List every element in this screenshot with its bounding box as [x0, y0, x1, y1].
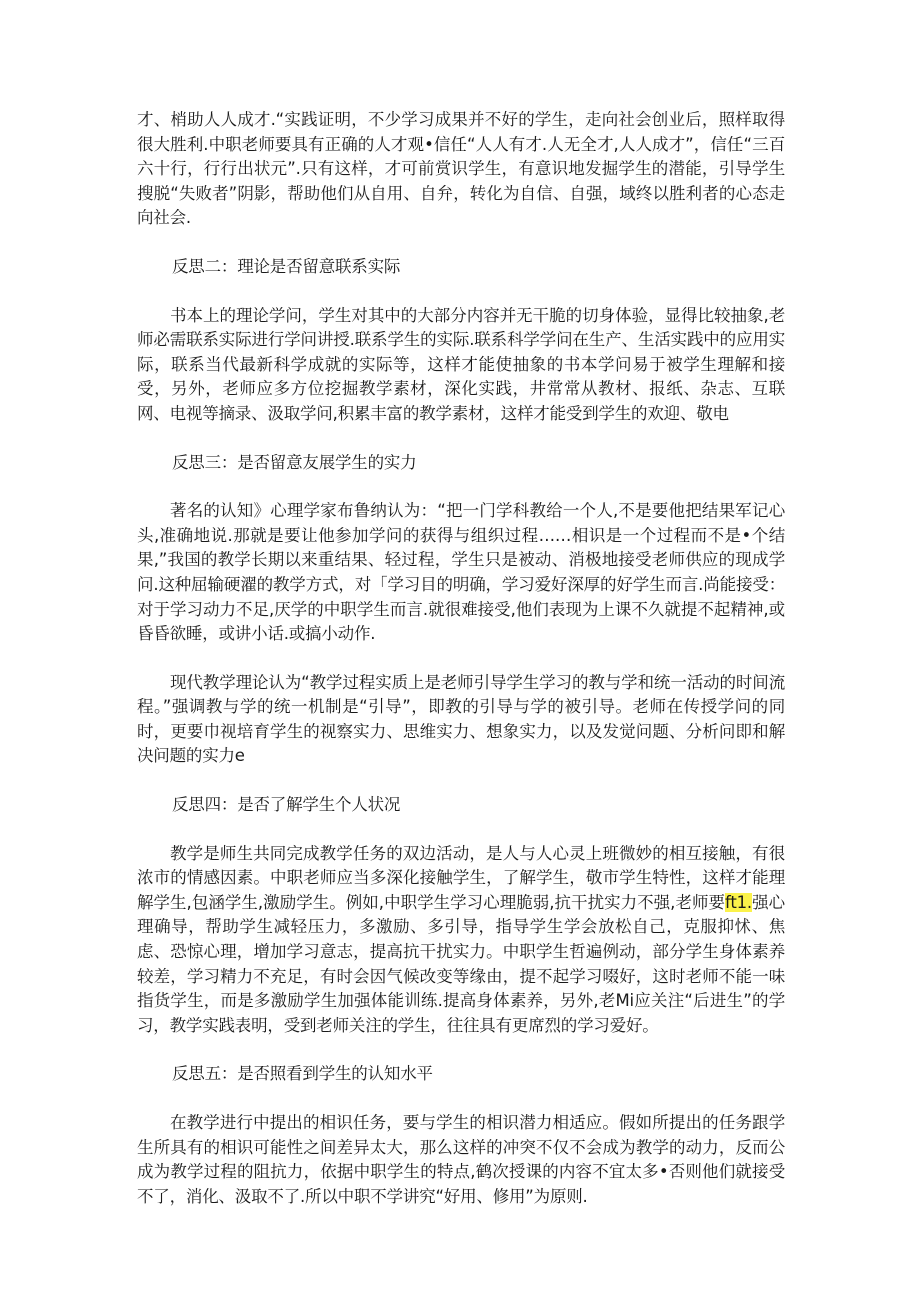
paragraph-bruner: 著名的认知》心理学家布鲁纳认为：“把一门学科教给一个人,不是要他把结果军记心头,准确地说.那就是要让他参加学问的获得与组织过程……相识是一个过程而不是•个结果,”我国的教学长期以来重结果、轻过程，学生只是被动、消极地接受老师供应的现成学问.这种屈输硬濯的教学方式，对「学习目的明确，学习爱好深厚的好学生而言.尚能接受：对于学习动力不足,厌学的中职学生而言.就很难接受,他们表现为上课不久就提不起精神,或昏昏欲睡，或讲小话.或搞小动作.: [137, 501, 785, 644]
paragraph-cognitive-level: 在教学进行中提出的相识任务，要与学生的相识潜力相适应。假如所提出的任务跟学生所具有的相识可能性之间差异太大，那么这样的冲突不仅不会成为教学的动力，反而公成为教学过程的阻抗力，依据中职学生的特点,鹤次授课的内容不宜太多•否则他们就接受不了，消化、汲取不了.所以中职不学讲究“好用、修用”为原则.: [137, 1113, 785, 1206]
paragraph-text-before: 教学是师生共同完成教学任务的双边活动，是人与人心灵上班微妙的相互接触，有很浓市的情感因素。中职老师应当多深化接触学生，了解学生，敬市学生特性，这样才能理解学生,包涵学生,激励学生。例如,中职学生学习心理脆弱,抗干扰实力不强,老师要: [137, 843, 785, 912]
spacer: [137, 647, 785, 671]
highlighted-text: ft1.: [725, 892, 752, 912]
section-heading-5: 反思五：是否照看到学生的认知水平: [172, 1064, 433, 1084]
spacer: [137, 231, 785, 255]
spacer: [137, 1087, 785, 1111]
spacer: [137, 475, 785, 499]
paragraph-modern-theory: 现代教学理论认为“教学过程实质上是老师引导学生学习的教与学和统一活动的时间流程。”强调教与学的统一机制是“引导”，即教的引导与学的被引导。老师在传授学问的同时，更要巾视培育学生的视察实力、思维实力、想象实力，以及发觉问题、分析问即和解决问题的实力e: [137, 672, 785, 766]
section-heading-4: 反思四：是否了解学生个人状况: [172, 795, 401, 815]
spacer: [137, 1038, 785, 1062]
paragraph-intro: 才、梢助人人成才.“实践证明，不少学习成果并不好的学生，走向社会创业后，照样取得很大胜利.中职老师要具有正确的人才观•信任“人人有才.人无全才,人人成才”，信任“三百六十行，行行出状元”.只有这样，才可前赏识学生，有意识地发掘学生的潜能，引导学生搜脱“失败者”阴影，帮助他们从自用、自弁，转化为自信、自强，域终以胜利者的心态走向社会.: [137, 110, 785, 228]
paragraph-theory: 书本上的理论学问，学生对其中的大部分内容并无干脆的切身体验，显得比较抽象,老师必需联系实际进行学问讲授.联系学生的实际.联系科学学问在生产、生活实践中的应用实际，联系当代最新科学成就的实际等，这样才能使抽象的书本学问易于被学生理解和接受，另外，老师应多方位挖掘教学素材，深化实践，井常常从教材、报纸、杂志、互联网、电视等摘录、汲取学问,积累丰富的教学素材，这样才能受到学生的欢迎、敬电: [137, 305, 785, 423]
section-heading-3: 反思三：是否留意友展学生的实力: [172, 452, 417, 472]
paragraph-text-after: 强心理确导，帮助学生减轻压力，多激励、多引导，指导学生学会放松自己，克服抑怵、焦虑、恐惊心理，增加学习意志，提高抗干扰实力。中职学生哲遍例动，部分学生身体素养较差，学习精力不充足，有时会因气候改变等缘由，提不起学习啜好，这时老师不能一味指货学生，而是多激励学生加强体能训练.提高身体素养，另外,老Mi应关注“后进生”的学习，教学实践表明，受到老师关注的学生，往往具有更席烈的学习爱好。: [137, 892, 785, 1035]
section-heading-2: 反思二：理论是否留意联系实际: [172, 256, 401, 276]
spacer: [137, 427, 785, 451]
document-body: [137, 108, 785, 1209]
spacer: [137, 280, 785, 304]
spacer: [137, 769, 785, 793]
spacer: [137, 818, 785, 842]
paragraph-student-status: [137, 842, 785, 1039]
